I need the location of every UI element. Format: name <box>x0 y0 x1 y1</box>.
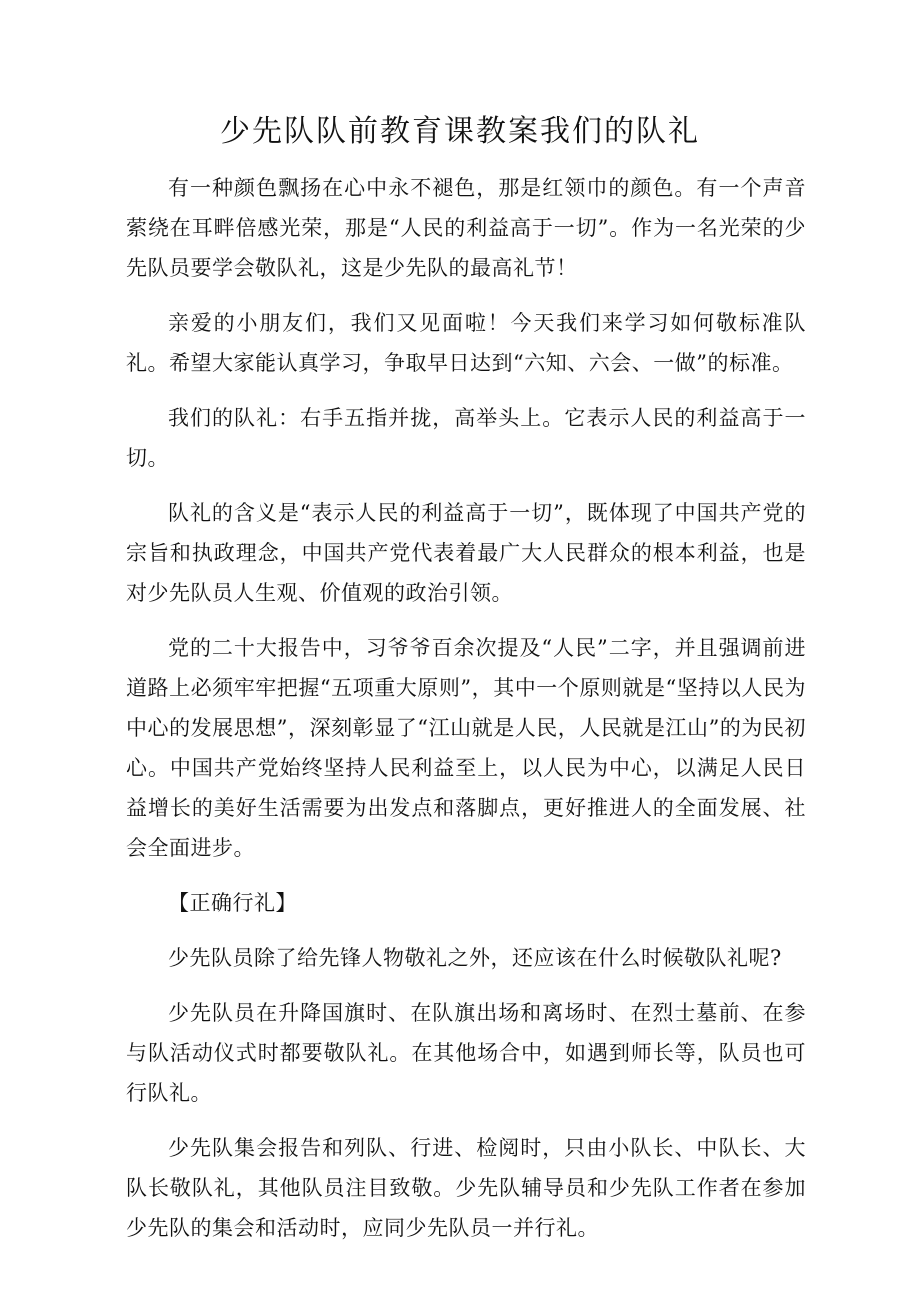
paragraph-assembly-rules: 少先队集会报告和列队、行进、检阅时，只由小队长、中队长、大队长敬队礼，其他队员注目致敬。少先队辅导员和少先队工作者在参加少先队的集会和活动时，应同少先队员一并行礼。 <box>126 1136 806 1240</box>
document-body <box>126 168 806 1263</box>
paragraph-greeting: 亲爱的小朋友们，我们又见面啦！今天我们来学习如何敬标准队礼。希望大家能认真学习，争取早日达到“六知、六会、一做”的标准。 <box>126 311 806 375</box>
paragraph-question: 少先队员除了给先锋人物敬礼之外，还应该在什么时候敬队礼呢? <box>168 946 782 970</box>
paragraph-intro: 有一种颜色飘扬在心中永不褪色，那是红领巾的颜色。有一个声音萦绕在耳畔倍感光荣，那是“人民的利益高于一切”。作为一名光荣的少先队员要学会敬队礼，这是少先队的最高礼节！ <box>126 176 806 280</box>
section-heading-correct-salute: 【正确行礼】 <box>168 891 297 915</box>
paragraph-salute-definition: 我们的队礼：右手五指并拢，高举头上。它表示人民的利益高于一切。 <box>126 406 806 470</box>
paragraph-occasions: 少先队员在升降国旗时、在队旗出场和离场时、在烈士墓前、在参与队活动仪式时都要敬队礼。在其他场合中，如遇到师长等，队员也可行队礼。 <box>126 1001 806 1105</box>
page-title: 少先队队前教育课教案我们的队礼 <box>220 114 700 149</box>
paragraph-party-report: 党的二十大报告中，习爷爷百余次提及“人民”二字，并且强调前进道路上必须牢牢把握“五项重大原则”，其中一个原则就是“坚持以人民为中心的发展思想”，深刻彰显了“江山就是人民，人民就是江山”的为民初心。中国共产党始终坚持人民利益至上，以人民为中心，以满足人民日益增长的美好生活需要为出发点和落脚点，更好推进人的全面发展、社会全面进步。 <box>126 636 806 860</box>
paragraph-salute-meaning: 队礼的含义是“表示人民的利益高于一切”，既体现了中国共产党的宗旨和执政理念，中国共产党代表着最广大人民群众的根本利益，也是对少先队员人生观、价值观的政治引领。 <box>126 501 806 605</box>
